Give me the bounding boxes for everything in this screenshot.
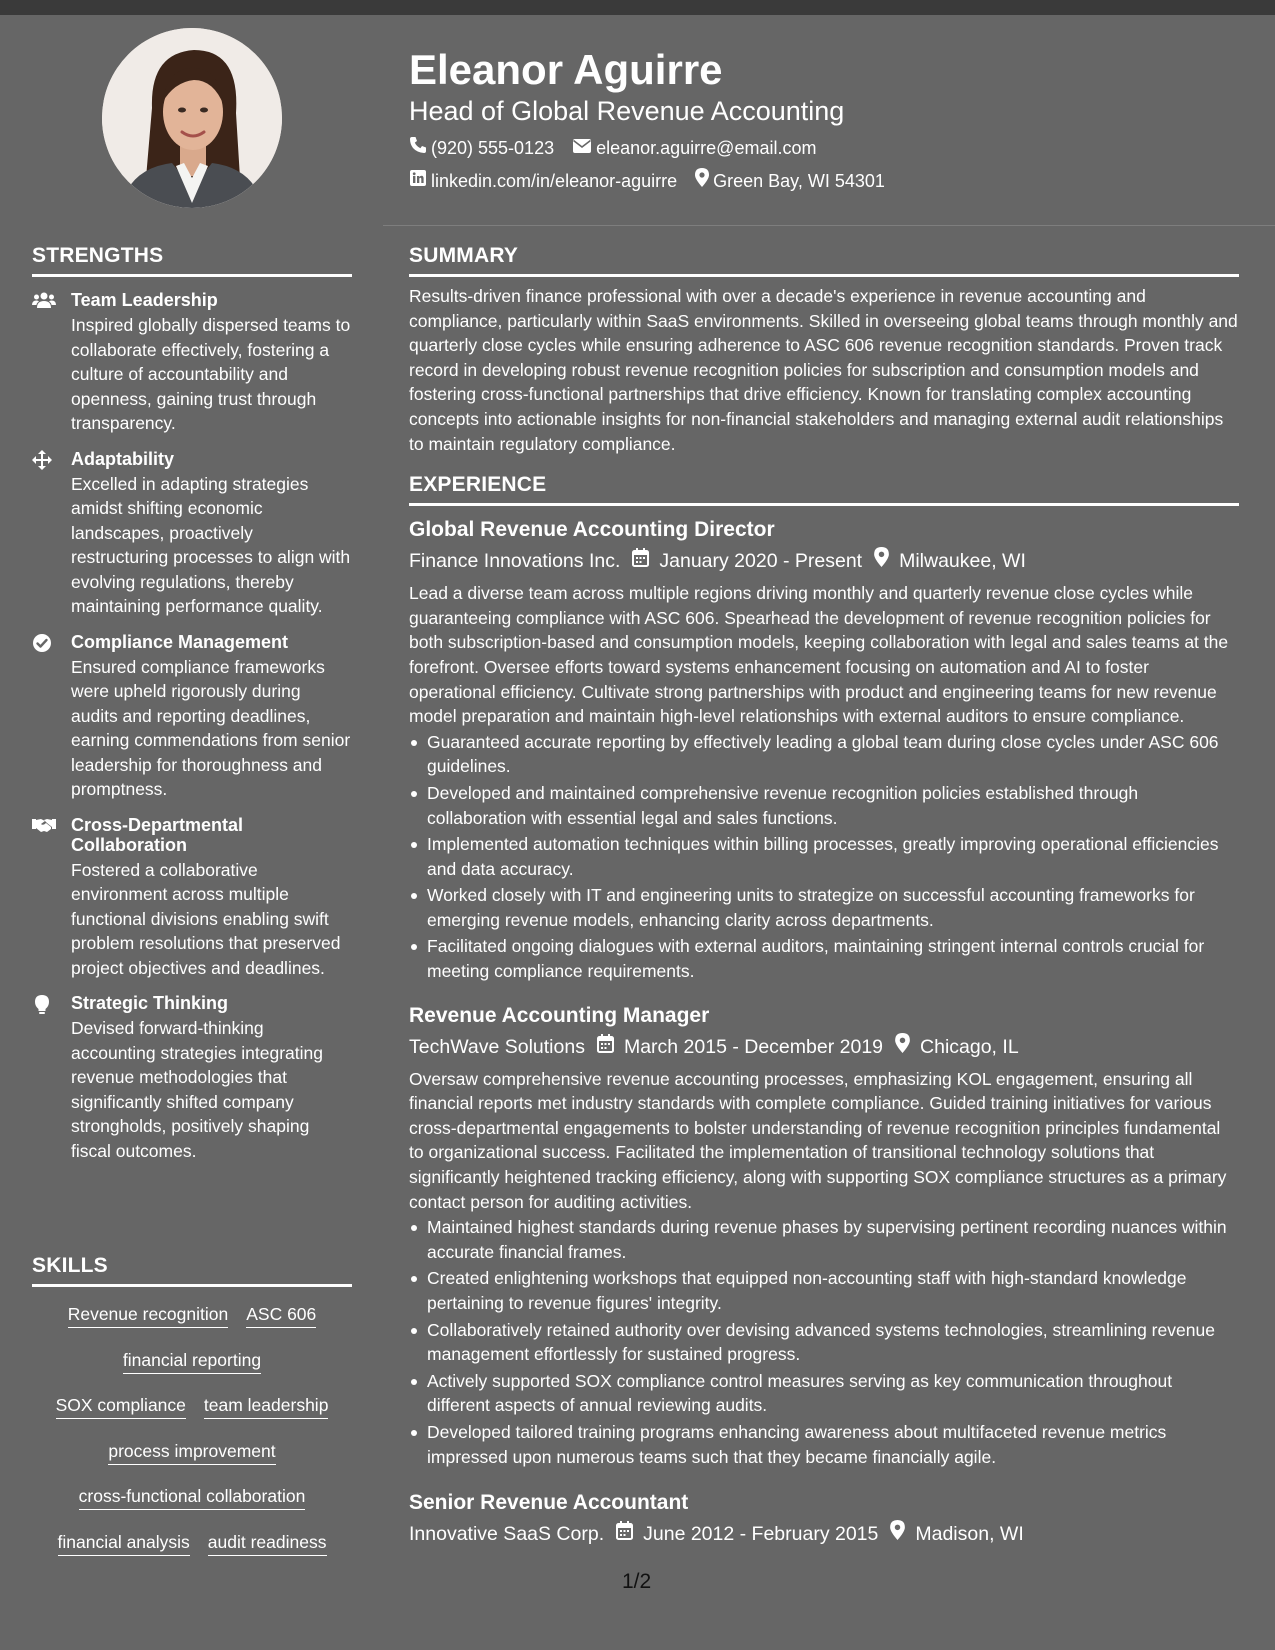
strength-description: Ensured compliance frameworks were upheld rigorously during audits and reporting deadlines, earning commendations from senior leadership for thoroughness and promptness. (71, 656, 351, 799)
contact-phone (409, 136, 554, 160)
strength-item (32, 632, 352, 802)
calendar-icon (632, 547, 659, 575)
top-bar (0, 0, 1275, 15)
job-company: Finance Innovations Inc. (409, 550, 621, 573)
strength-item (32, 290, 352, 436)
strength-title: Compliance Management (71, 631, 289, 652)
job-bullet: Developed and maintained comprehensive revenue recognition policies established through collaboration with essential legal and sales functions. (409, 781, 1239, 830)
strength-title: Strategic Thinking (71, 993, 229, 1013)
job-location (890, 1520, 1023, 1548)
job-bullet: Maintained highest standards during revenue phases by supervising pertinent recording nuances within accurate financial frames. (409, 1215, 1239, 1264)
calendar-icon (597, 1033, 624, 1061)
job-title: Global Revenue Accounting Director (409, 518, 775, 542)
page-number: 1/2 (622, 1570, 652, 1593)
map-pin-icon (895, 1033, 920, 1061)
skills-section (32, 1254, 352, 1568)
strengths-section (32, 244, 352, 1163)
strength-item (32, 449, 352, 619)
strength-description: Fostered a collaborative environment across multiple functional divisions enabling swift problem resolutions that preserved project objectives and deadlines. (71, 859, 341, 978)
skills-heading: SKILLS (32, 1254, 352, 1287)
skill-tag: SOX compliance (56, 1394, 186, 1419)
skill-tag: audit readiness (208, 1531, 327, 1556)
job-entry (409, 516, 1239, 984)
skill-tag: financial analysis (58, 1531, 190, 1556)
skill-row (32, 1341, 352, 1387)
job-dates (597, 1033, 883, 1061)
skill-tag: cross-functional collaboration (79, 1485, 306, 1510)
job-description: Lead a diverse team across multiple regions driving monthly and quarterly revenue close cycles while guaranteeing compliance with ASC 606. Spearhead the development of revenue recognition policies for both subscription-based and consumption models, keeping collaboration with legal and sales teams at the forefront. Oversee efforts toward systems enhancement focusing on automation and AI to foster operational efficiency. Cultivate strong partnerships with product and engineering teams for new revenue model preparation and maintain high-level relationships with external auditors to ensure compliance. (409, 583, 1229, 727)
job-bullet: Developed tailored training programs enhancing awareness about multifaceted revenue metrics impressed upon numerous teams such that they became financially agile. (409, 1420, 1239, 1469)
job-bullet: Actively supported SOX compliance control measures serving as key communication throughout different aspects of annual reviewing audits. (409, 1369, 1239, 1418)
job-location (874, 547, 1026, 575)
skill-row (32, 1477, 352, 1523)
right-column (409, 244, 1239, 1548)
map-pin-icon (874, 547, 899, 575)
job-location-text: Milwaukee, WI (899, 550, 1026, 573)
strength-title: Team Leadership (71, 290, 218, 310)
job-company: Innovative SaaS Corp. (409, 1523, 605, 1546)
job-title: Senior Revenue Accountant (409, 1491, 689, 1515)
header-divider (383, 225, 1275, 226)
map-pin-icon (695, 168, 713, 193)
skills-list (32, 1287, 352, 1568)
strength-item (32, 993, 352, 1163)
job-dates (632, 547, 862, 575)
job-bullets (409, 1215, 1239, 1469)
job-location-text: Madison, WI (915, 1523, 1024, 1546)
strength-item (32, 815, 352, 981)
skill-tag: financial reporting (123, 1349, 261, 1374)
skill-row (32, 1432, 352, 1478)
job-location-text: Chicago, IL (920, 1035, 1019, 1058)
candidate-name: Eleanor Aguirre (409, 46, 723, 93)
experience-section (409, 473, 1239, 1548)
calendar-icon (616, 1520, 643, 1548)
job-company: TechWave Solutions (409, 1035, 585, 1058)
skill-row (32, 1295, 352, 1341)
job-dates-text: March 2015 - December 2019 (623, 1035, 884, 1058)
job-dates-text: June 2012 - February 2015 (643, 1523, 879, 1546)
contact-linkedin[interactable] (409, 169, 677, 193)
experience-heading: EXPERIENCE (409, 473, 1239, 506)
job-title: Revenue Accounting Manager (409, 1003, 710, 1027)
envelope-icon (572, 136, 596, 160)
linkedin-icon (409, 169, 431, 193)
job-bullet: Guaranteed accurate reporting by effectively leading a global team during close cycles under ASC 606 guidelines. (409, 730, 1239, 779)
job-description: Oversaw comprehensive revenue accounting processes, emphasizing KOL engagement, ensuring all financial reports met industry standards with complete compliance. Guided training initiatives for various cross-departmental engagements to bolster understanding of revenue recognition principles fundamental to organizational success. Facilitated the implementation of transitional technology solutions that significantly heightened tracking efficiency, along with supporting SOX compliance structures as a primary contact person for auditing activities. (409, 1068, 1227, 1212)
job-dates-text: January 2020 - Present (659, 550, 863, 573)
skill-row (32, 1523, 352, 1569)
handshake-icon (32, 816, 56, 836)
candidate-title: Head of Global Revenue Accounting (409, 96, 845, 126)
strength-title: Cross-Departmental Collaboration (71, 814, 244, 855)
job-bullet: Worked closely with IT and engineering units to strategize on successful accounting frameworks for emerging revenue models, enhancing clarity across departments. (409, 883, 1239, 932)
strength-description: Devised forward-thinking accounting strategies integrating revenue methodologies that significantly shifted company strongholds, positively shaping fiscal outcomes. (71, 1018, 323, 1161)
job-location (895, 1033, 1019, 1061)
strengths-heading: STRENGTHS (32, 244, 352, 277)
skill-tag: ASC 606 (246, 1303, 316, 1328)
contact-location (695, 168, 885, 193)
strength-title: Adaptability (71, 448, 175, 469)
strength-description: Inspired globally dispersed teams to collaborate effectively, fostering a culture of accountability and openness, gaining trust through transparency. (71, 315, 351, 433)
location-text: Green Bay, WI 54301 (713, 170, 885, 191)
job-meta (409, 547, 1239, 575)
contact-row (409, 136, 1239, 160)
job-dates (616, 1520, 878, 1548)
profile-photo (102, 28, 282, 208)
job-meta (409, 1033, 1239, 1061)
summary-heading: SUMMARY (409, 244, 1239, 277)
job-bullet: Created enlightening workshops that equipped non-accounting staff with high-standard knowledge pertaining to revenue figures' integrity. (409, 1266, 1239, 1315)
strength-description: Excelled in adapting strategies amidst shifting economic landscapes, proactively restructuring processes to align with evolving regulations, thereby maintaining performance quality. (71, 473, 351, 616)
contact-row (409, 168, 1239, 193)
arrows-move-icon (32, 450, 56, 470)
job-meta (409, 1520, 1239, 1548)
summary-text: Results-driven finance professional with over a decade's experience in revenue accounting and compliance, particularly within SaaS environments. Skilled in overseeing global teams through monthly and quarterly close cycles while ensuring adherence to ASC 606 revenue recognition standards. Proven track record in developing robust revenue recognition policies for subscription and consumption models and fostering cross-functional partnerships that drive efficiency. Known for translating complex accounting concepts into actionable insights for non-financial stakeholders and managing external audit relationships to maintain regulatory compliance. (409, 286, 1238, 454)
job-bullets (409, 730, 1239, 984)
email-text[interactable]: eleanor.aguirre@email.com (596, 138, 817, 158)
users-icon (32, 291, 56, 311)
phone-text: (920) 555-0123 (431, 138, 555, 158)
contact-email[interactable] (572, 136, 816, 160)
job-bullet: Implemented automation techniques within billing processes, greatly improving operational efficiencies and data accuracy. (409, 832, 1239, 881)
phone-icon (409, 136, 431, 160)
skill-tag: team leadership (204, 1394, 329, 1419)
job-bullet: Facilitated ongoing dialogues with external auditors, maintaining stringent internal controls crucial for meeting compliance requirements. (409, 934, 1239, 983)
skill-row (32, 1386, 352, 1432)
check-circle-icon (32, 633, 56, 653)
job-entry (409, 1489, 1239, 1548)
job-entry (409, 1002, 1239, 1470)
resume-header (409, 44, 1239, 193)
lightbulb-icon (32, 994, 56, 1014)
linkedin-text[interactable]: linkedin.com/in/eleanor-aguirre (431, 170, 678, 191)
summary-section (409, 244, 1239, 456)
skill-tag: Revenue recognition (68, 1303, 229, 1328)
skill-tag: process improvement (108, 1440, 275, 1465)
job-bullet: Collaboratively retained authority over devising advanced systems technologies, streamlining revenue management effortlessly for sustained progress. (409, 1318, 1239, 1367)
map-pin-icon (890, 1520, 915, 1548)
